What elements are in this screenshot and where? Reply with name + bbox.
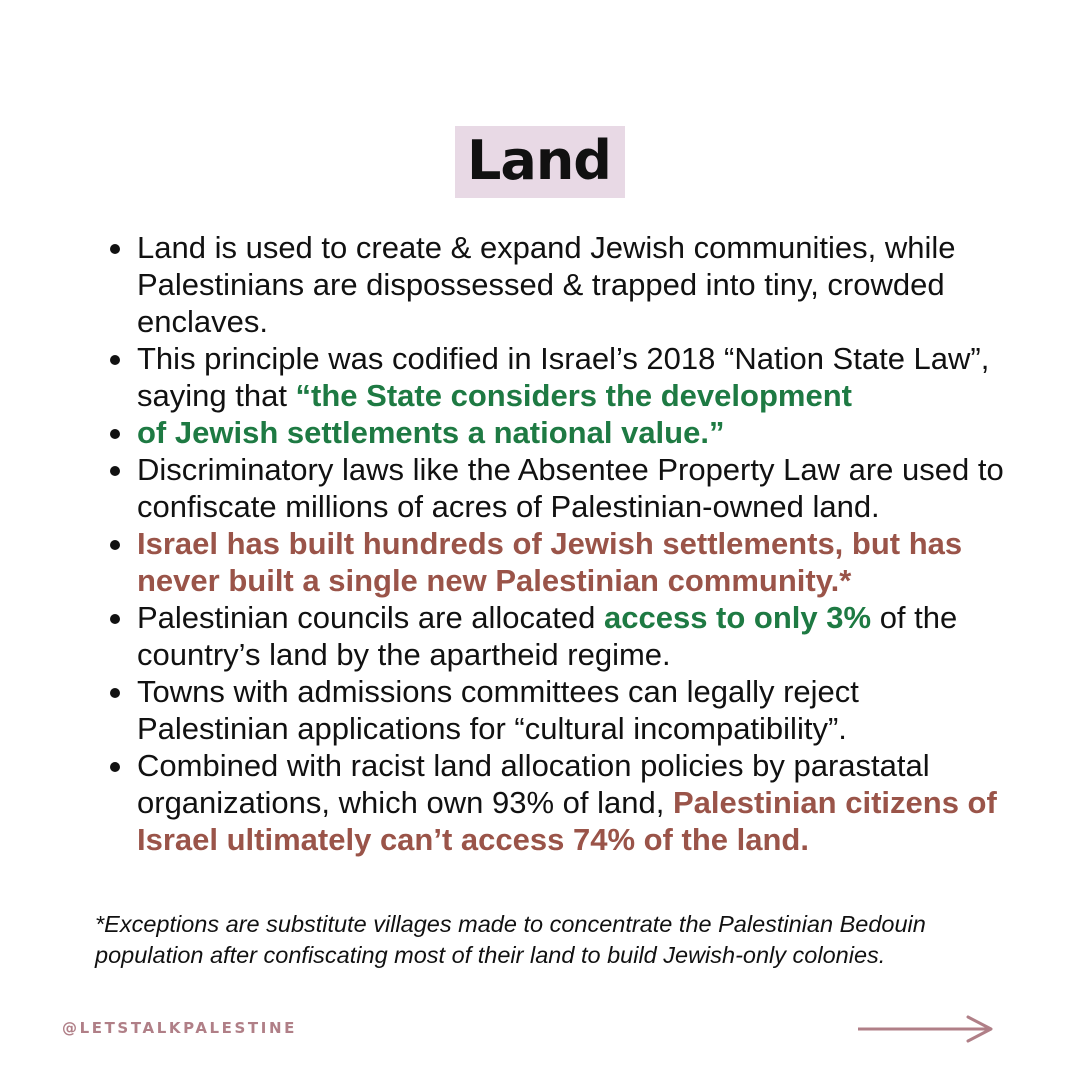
bullet-highlight-red: Israel has built hundreds of Jewish settlements, but has never built a single new Palestinian community.*: [137, 526, 963, 598]
bullet-text: Palestinian councils are allocated: [137, 600, 604, 635]
list-item: [110, 414, 1010, 451]
page-title: Land: [455, 126, 625, 198]
bullet-text: Land is used to create & expand Jewish communities, while Palestinians are dispossessed & trapped into tiny, crowded enclaves.: [137, 230, 956, 339]
bullet-text: This principle was codified in Israel’s 2018 “Nation State Law”, saying that: [137, 341, 990, 413]
list-item: [110, 747, 1010, 858]
bullet-highlight-green: access to only 3%: [604, 600, 872, 635]
list-item: [110, 673, 1010, 747]
arrow-right-icon[interactable]: [858, 1014, 998, 1044]
bullet-list: [110, 229, 1010, 858]
bullet-highlight-green: of Jewish settlements a national value.”: [137, 415, 725, 450]
list-item: [110, 229, 1010, 340]
bullet-highlight-red: Palestinian citizens of Israel ultimately can’t access 74% of the land.: [137, 785, 997, 857]
bullet-text: Towns with admissions committees can legally reject Palestinian applications for “cultural incompatibility”.: [137, 674, 859, 746]
title-container: [0, 126, 1080, 198]
bullet-text: Combined with racist land allocation policies by parastatal organizations, which own 93% of land,: [137, 748, 930, 820]
list-item: [110, 451, 1010, 525]
list-item: [110, 340, 1010, 414]
bullet-highlight-green: “the State considers the development: [295, 378, 852, 413]
account-handle: @LETSTALKPALESTINE: [62, 1019, 297, 1037]
footnote: *Exceptions are substitute villages made to concentrate the Palestinian Bedouin population after confiscating most of their land to build Jewish-only colonies.: [95, 911, 926, 968]
list-item: [110, 599, 1010, 673]
list-item: [110, 525, 1010, 599]
bullet-text: of the country’s land by the apartheid regime.: [137, 600, 958, 672]
bullet-text: Discriminatory laws like the Absentee Property Law are used to confiscate millions of acres of Palestinian-owned land.: [137, 452, 1004, 524]
